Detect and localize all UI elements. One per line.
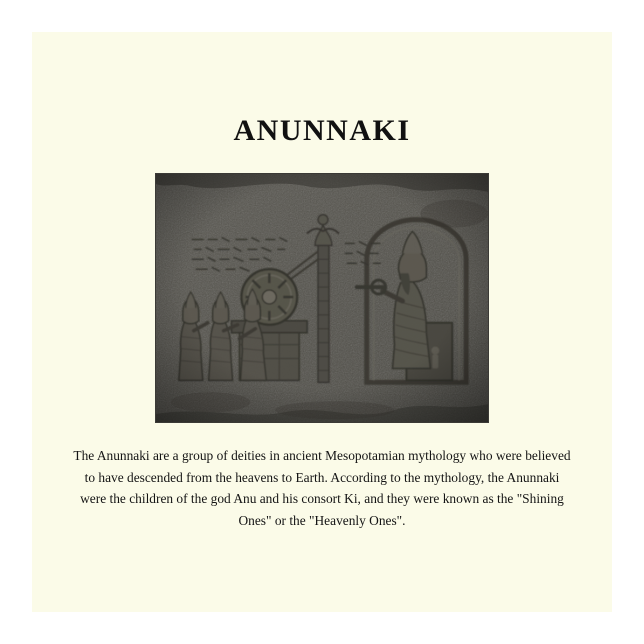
page-title: ANUNNAKI	[233, 114, 411, 147]
mesopotamian-relief-image	[155, 173, 489, 423]
poster-caption: The Anunnaki are a group of deities in ancient Mesopotamian mythology who were believed to have descended from the heavens to Earth. According to the mythology, the Anunnaki were the children of the god Anu and his consort Ki, and they were known as the "Shining Ones" or the "Heavenly Ones".	[73, 448, 571, 529]
relief-illustration	[156, 174, 488, 422]
poster	[32, 32, 612, 612]
